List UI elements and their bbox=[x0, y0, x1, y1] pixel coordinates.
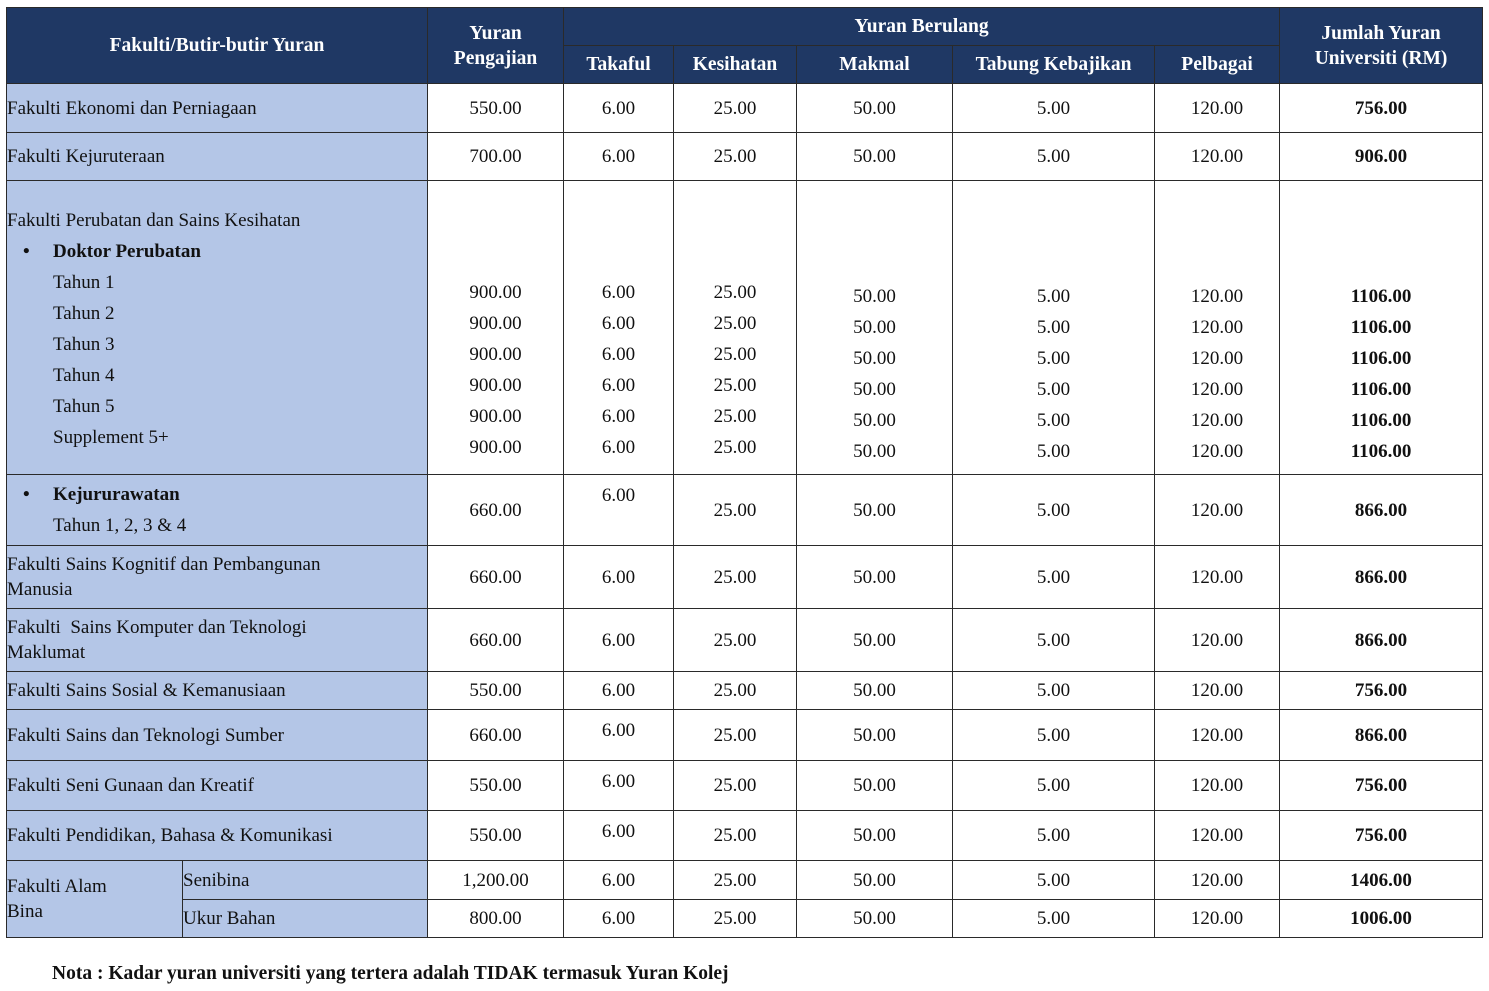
year-label: Tahun 1, 2, 3 & 4 bbox=[53, 515, 187, 536]
makmal-cell bbox=[797, 181, 953, 475]
value: 900.00 bbox=[469, 282, 522, 303]
value: 50.00 bbox=[853, 379, 896, 400]
kesihatan-cell: 25.00 bbox=[674, 811, 797, 861]
value: 50.00 bbox=[853, 348, 896, 369]
pelbagai-cell: 120.00 bbox=[1155, 133, 1280, 181]
table-row bbox=[7, 811, 1483, 861]
built-faculty-name bbox=[7, 861, 183, 938]
tabung-cell: 5.00 bbox=[953, 609, 1155, 672]
value: 25.00 bbox=[713, 375, 757, 396]
tabung-cell: 5.00 bbox=[953, 761, 1155, 811]
value: 50.00 bbox=[853, 441, 896, 462]
makmal-cell: 50.00 bbox=[797, 811, 953, 861]
value: 120.00 bbox=[1190, 348, 1244, 369]
tabung-cell: 5.00 bbox=[953, 811, 1155, 861]
program-name: • Doktor Perubatan bbox=[7, 236, 427, 267]
tuition-cell: 550.00 bbox=[428, 672, 564, 710]
takaful-cell: 6.00 bbox=[564, 133, 674, 181]
takaful-cell: 6.00 bbox=[564, 811, 674, 861]
pelbagai-cell: 120.00 bbox=[1155, 475, 1280, 546]
year-label: Tahun 5 bbox=[53, 396, 115, 417]
footnote: Nota : Kadar yuran universiti yang tertera adalah TIDAK termasuk Yuran Kolej bbox=[52, 963, 729, 984]
faculty-name-line1: Fakulti Sains Kognitif dan Pembangunan bbox=[7, 554, 321, 575]
value: 6.00 bbox=[601, 437, 636, 458]
sub-program-name: Ukur Bahan bbox=[183, 900, 428, 938]
header-kesihatan: Kesihatan bbox=[674, 46, 797, 84]
kesihatan-cell: 25.00 bbox=[674, 710, 797, 761]
table-row bbox=[7, 900, 1483, 938]
faculty-name: Fakulti Perubatan dan Sains Kesihatan bbox=[7, 210, 301, 231]
value: 6.00 bbox=[601, 282, 636, 303]
faculty-name-line1: Fakulti Alam bbox=[7, 876, 107, 897]
takaful-cell: 6.00 bbox=[564, 861, 674, 900]
value: 25.00 bbox=[713, 406, 757, 427]
value: 25.00 bbox=[713, 344, 757, 365]
pelbagai-cell: 120.00 bbox=[1155, 761, 1280, 811]
takaful-cell: 6.00 bbox=[564, 900, 674, 938]
header-faculty: Fakulti/Butir-butir Yuran bbox=[7, 8, 428, 84]
pelbagai-cell: 120.00 bbox=[1155, 609, 1280, 672]
total-cell: 1406.00 bbox=[1280, 861, 1483, 900]
kesihatan-cell: 25.00 bbox=[674, 133, 797, 181]
total-cell: 756.00 bbox=[1280, 761, 1483, 811]
total-cell: 866.00 bbox=[1280, 546, 1483, 609]
value: 900.00 bbox=[469, 437, 522, 458]
tabung-cell: 5.00 bbox=[953, 546, 1155, 609]
tuition-cell: 660.00 bbox=[428, 710, 564, 761]
takaful-cell: 6.00 bbox=[564, 672, 674, 710]
value: 5.00 bbox=[1036, 379, 1071, 400]
faculty-name: Fakulti Pendidikan, Bahasa & Komunikasi bbox=[7, 811, 428, 861]
total-cell: 906.00 bbox=[1280, 133, 1483, 181]
header-tuition-line2: Pengajian bbox=[453, 47, 538, 69]
faculty-name: Fakulti Seni Gunaan dan Kreatif bbox=[7, 761, 428, 811]
value: 900.00 bbox=[469, 344, 522, 365]
table-row-nursing bbox=[7, 475, 1483, 546]
value: 25.00 bbox=[713, 313, 757, 334]
value: 120.00 bbox=[1190, 317, 1244, 338]
tabung-cell: 5.00 bbox=[953, 475, 1155, 546]
header-total-line1: Jumlah Yuran bbox=[1321, 22, 1441, 44]
faculty-name bbox=[7, 546, 428, 609]
makmal-cell: 50.00 bbox=[797, 84, 953, 133]
nursing-label-cell bbox=[7, 475, 428, 546]
makmal-cell: 50.00 bbox=[797, 900, 953, 938]
value: 25.00 bbox=[713, 282, 757, 303]
value: 120.00 bbox=[1190, 286, 1244, 307]
total-cell: 756.00 bbox=[1280, 84, 1483, 133]
year-label: Tahun 1 bbox=[53, 272, 115, 293]
header-takaful: Takaful bbox=[564, 46, 674, 84]
kesihatan-cell: 25.00 bbox=[674, 861, 797, 900]
tuition-cell: 550.00 bbox=[428, 811, 564, 861]
year-label: Tahun 4 bbox=[53, 365, 115, 386]
kesihatan-cell: 25.00 bbox=[674, 672, 797, 710]
table-row bbox=[7, 672, 1483, 710]
tuition-cell: 660.00 bbox=[428, 475, 564, 546]
kesihatan-cell bbox=[674, 181, 797, 475]
takaful-cell: 6.00 bbox=[564, 475, 674, 546]
kesihatan-cell: 25.00 bbox=[674, 475, 797, 546]
faculty-name bbox=[7, 609, 428, 672]
pelbagai-cell: 120.00 bbox=[1155, 84, 1280, 133]
table-row bbox=[7, 84, 1483, 133]
value: 5.00 bbox=[1036, 348, 1071, 369]
pelbagai-cell: 120.00 bbox=[1155, 861, 1280, 900]
fee-table bbox=[6, 7, 1483, 938]
value: 5.00 bbox=[1036, 317, 1071, 338]
value: 50.00 bbox=[853, 286, 896, 307]
value: 6.00 bbox=[601, 406, 636, 427]
takaful-cell: 6.00 bbox=[564, 546, 674, 609]
faculty-name-line2: Maklumat bbox=[7, 642, 86, 663]
tuition-cell: 550.00 bbox=[428, 84, 564, 133]
kesihatan-cell: 25.00 bbox=[674, 761, 797, 811]
total-cell: 756.00 bbox=[1280, 672, 1483, 710]
makmal-cell: 50.00 bbox=[797, 710, 953, 761]
tuition-cell: 660.00 bbox=[428, 546, 564, 609]
total-cell: 866.00 bbox=[1280, 710, 1483, 761]
program-name: • Kejururawatan bbox=[7, 479, 427, 510]
makmal-cell: 50.00 bbox=[797, 672, 953, 710]
table-row bbox=[7, 861, 1483, 900]
table-row bbox=[7, 133, 1483, 181]
total-cell: 756.00 bbox=[1280, 811, 1483, 861]
value: 1106.00 bbox=[1350, 379, 1412, 400]
table-row bbox=[7, 710, 1483, 761]
value: 900.00 bbox=[469, 375, 522, 396]
tuition-cell: 550.00 bbox=[428, 761, 564, 811]
year-label: Tahun 2 bbox=[53, 303, 115, 324]
makmal-cell: 50.00 bbox=[797, 133, 953, 181]
table-row bbox=[7, 609, 1483, 672]
value: 50.00 bbox=[853, 317, 896, 338]
value: 25.00 bbox=[713, 437, 757, 458]
pelbagai-cell: 120.00 bbox=[1155, 900, 1280, 938]
table-row bbox=[7, 761, 1483, 811]
total-cell: 1006.00 bbox=[1280, 900, 1483, 938]
header-tuition bbox=[428, 8, 564, 84]
header-tabung: Tabung Kebajikan bbox=[953, 46, 1155, 84]
value: 1106.00 bbox=[1350, 410, 1412, 431]
faculty-name: Fakulti Sains Sosial & Kemanusiaan bbox=[7, 672, 428, 710]
value: 5.00 bbox=[1036, 441, 1071, 462]
year-label: Supplement 5+ bbox=[53, 427, 169, 448]
tabung-cell bbox=[953, 181, 1155, 475]
value: 5.00 bbox=[1036, 286, 1071, 307]
value: 1106.00 bbox=[1350, 348, 1412, 369]
tuition-cell: 800.00 bbox=[428, 900, 564, 938]
header-tuition-line1: Yuran bbox=[469, 22, 522, 44]
total-cell: 866.00 bbox=[1280, 609, 1483, 672]
tuition-cell: 700.00 bbox=[428, 133, 564, 181]
faculty-name: Fakulti Ekonomi dan Perniagaan bbox=[7, 84, 428, 133]
value: 50.00 bbox=[853, 410, 896, 431]
table-row-medicine bbox=[7, 181, 1483, 475]
tuition-cell: 660.00 bbox=[428, 609, 564, 672]
medicine-label-cell bbox=[7, 181, 428, 475]
tabung-cell: 5.00 bbox=[953, 710, 1155, 761]
tabung-cell: 5.00 bbox=[953, 900, 1155, 938]
faculty-name-line2: Manusia bbox=[7, 579, 73, 600]
takaful-cell: 6.00 bbox=[564, 710, 674, 761]
tabung-cell: 5.00 bbox=[953, 133, 1155, 181]
pelbagai-cell: 120.00 bbox=[1155, 546, 1280, 609]
faculty-name: Fakulti Kejuruteraan bbox=[7, 133, 428, 181]
value: 6.00 bbox=[601, 313, 636, 334]
pelbagai-cell: 120.00 bbox=[1155, 672, 1280, 710]
makmal-cell: 50.00 bbox=[797, 861, 953, 900]
takaful-cell: 6.00 bbox=[564, 84, 674, 133]
tuition-cell: 1,200.00 bbox=[428, 861, 564, 900]
value: 6.00 bbox=[601, 344, 636, 365]
total-cell bbox=[1280, 181, 1483, 475]
makmal-cell: 50.00 bbox=[797, 761, 953, 811]
header-recurring: Yuran Berulang bbox=[564, 8, 1280, 46]
value: 1106.00 bbox=[1350, 286, 1412, 307]
header-total bbox=[1280, 8, 1483, 84]
value: 1106.00 bbox=[1350, 317, 1412, 338]
kesihatan-cell: 25.00 bbox=[674, 609, 797, 672]
takaful-cell: 6.00 bbox=[564, 761, 674, 811]
takaful-cell bbox=[564, 181, 674, 475]
faculty-name: Fakulti Sains dan Teknologi Sumber bbox=[7, 710, 428, 761]
kesihatan-cell: 25.00 bbox=[674, 84, 797, 133]
header-total-line2: Universiti (RM) bbox=[1314, 47, 1448, 69]
value: 1106.00 bbox=[1350, 441, 1412, 462]
pelbagai-cell: 120.00 bbox=[1155, 811, 1280, 861]
tabung-cell: 5.00 bbox=[953, 861, 1155, 900]
header-makmal: Makmal bbox=[797, 46, 953, 84]
year-label: Tahun 3 bbox=[53, 334, 115, 355]
value: 120.00 bbox=[1190, 379, 1244, 400]
makmal-cell: 50.00 bbox=[797, 609, 953, 672]
kesihatan-cell: 25.00 bbox=[674, 900, 797, 938]
total-cell: 866.00 bbox=[1280, 475, 1483, 546]
takaful-cell: 6.00 bbox=[564, 609, 674, 672]
value: 5.00 bbox=[1036, 410, 1071, 431]
makmal-cell: 50.00 bbox=[797, 475, 953, 546]
value: 120.00 bbox=[1190, 410, 1244, 431]
value: 900.00 bbox=[469, 406, 522, 427]
makmal-cell: 50.00 bbox=[797, 546, 953, 609]
value: 6.00 bbox=[601, 375, 636, 396]
tabung-cell: 5.00 bbox=[953, 84, 1155, 133]
tabung-cell: 5.00 bbox=[953, 672, 1155, 710]
tuition-cell bbox=[428, 181, 564, 475]
value: 120.00 bbox=[1190, 441, 1244, 462]
kesihatan-cell: 25.00 bbox=[674, 546, 797, 609]
sub-program-name: Senibina bbox=[183, 861, 428, 900]
value: 900.00 bbox=[469, 313, 522, 334]
pelbagai-cell bbox=[1155, 181, 1280, 475]
faculty-name-line1: Fakulti Sains Komputer dan Teknologi bbox=[7, 617, 307, 638]
header-pelbagai: Pelbagai bbox=[1155, 46, 1280, 84]
table-row bbox=[7, 546, 1483, 609]
faculty-name-line2: Bina bbox=[7, 901, 43, 922]
pelbagai-cell: 120.00 bbox=[1155, 710, 1280, 761]
